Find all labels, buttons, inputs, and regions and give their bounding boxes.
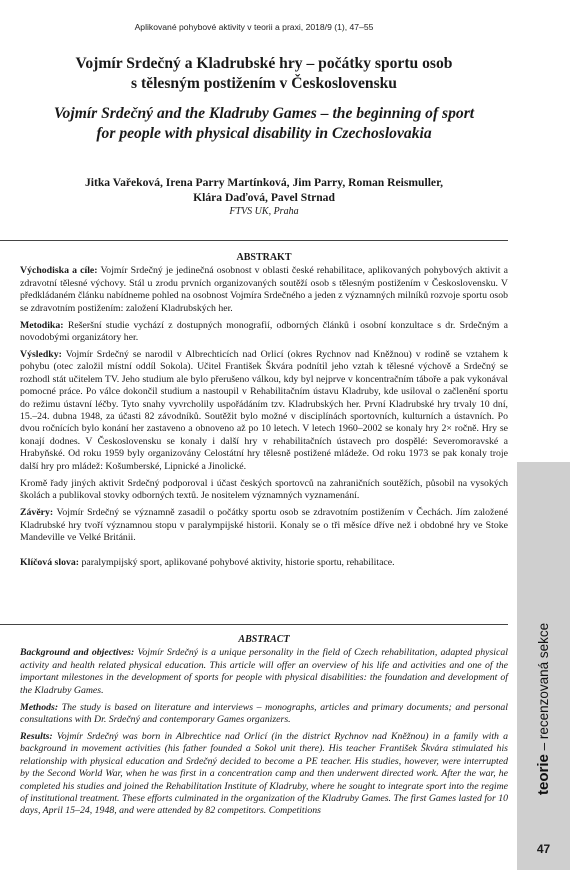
abstrakt-vychodiska: [20, 265, 508, 315]
abstrakt-krome: Kromě řady jiných aktivit Srdečný podporoval i účast českých sportovců na zahraničních soutěžích, působil na vysokých školách a publikoval stovky odborných textů. Je nositelem významných vyznamenání.: [20, 477, 508, 502]
zavery-label: Závěry:: [20, 507, 54, 519]
abstrakt-vysledky: [20, 349, 508, 473]
methods-text: The study is based on literature and interviews – monographs, articles and primary documents; and personal consultations with Dr. Srdečný and contemporary Games organizers.: [20, 701, 508, 726]
keywords-label: Klíčová slova:: [20, 557, 80, 569]
abstrakt-keywords: [20, 557, 508, 569]
background-text: Vojmír Srdečný is a unique personality in the field of Czech rehabilitation, adapted physical activity and health related physical education. This article will offer an overview of his life and activities and one of the important milestones in the development of sports for people with physical disabilities: the foundation and development of the Kladruby Games.: [20, 647, 508, 696]
title-czech-line-2: s tělesným postižením v Československu: [131, 75, 397, 92]
title-english-line-2: for people with physical disability in Czechoslovakia: [96, 125, 432, 142]
results-text: Vojmír Srdečný was born in Albrechtice nad Orlicí (in the district Rychnov nad Kněžnou) in a family with a background in movement activities (his father founded a Sokol unit there). His teacher František Škvára stimulated his relationship with physical education and Srdečný decided to become a PE teacher. His studies, however, were interrupted by the Second World War, when he was first in a concentration camp and then underwent directed work. After the war, he completed his studies and joined the Rehabilitation Institute of Kladruby, where he sought to integrate sport into the regime of institutional treatment. These efforts culminated in the organization of the Kladruby Games. The first Games lasted for 10 days, April 15–24, 1948, and were attended by 82 competitors. Competitions: [20, 731, 509, 817]
vysledky-text: Vojmír Srdečný se narodil v Albrechticích nad Orlicí (okres Rychnov nad Kněžnou) v rodině se vztahem k pohybu (otec založil místní oddíl Sokola). Učitel František Škvára podnítil jeho vztah k tělesné výchově a Srdečný se rozhodl stát učitelem TV. Jeho studium ale bylo přerušeno válkou, kdy byl nejprve v koncentračním táboře a pak vykonával pomocné práce. Po válce dokončil studium a nastoupil v Rehabilitačním ústavu Kladruby, kde usiloval o začlenění sportu do režimu ústavní léčby. Tyto snahy vyvrcholily uspořádáním tzv. Kladrubských her. První Kladrubské hry trvaly 10 dní, 15.–24. dubna 1948, za účasti 82 závodníků. Soutěžit bylo možné v disciplínách sportovních, kulturních a ústavních. Po dvou ročnících bylo konání her zastaveno a obnoveno až po 10 letech. V letech 1960–2002 se konaly hry 2× ročně. Hry se konají dodnes. V Československu se konaly i další hry v rehabilitačních ústavech pro dospělé: Severomoravské a Hrabyňské. Od roku 1959 byly organizovány Celostátní hry tělesně postižené mládeže. Od roku 1973 se pak konaly troje další hry pro mládež: Košumberské, Lipnické a Jinolické.: [20, 349, 508, 472]
affiliation: FTVS UK, Praha: [229, 206, 299, 217]
metodika-label: Metodika:: [20, 319, 64, 331]
divider-middle: [0, 624, 508, 625]
title-english-line-1: Vojmír Srdečný and the Kladruby Games – the beginning of sport: [53, 105, 475, 122]
abstrakt-heading: ABSTRAKT: [236, 252, 292, 263]
section-label-strong: teorie: [535, 754, 552, 795]
abstract-results: [20, 731, 508, 818]
abstrakt-section: [20, 252, 508, 574]
abstract-methods: [20, 702, 508, 727]
title-czech: [20, 54, 508, 94]
abstract-heading: ABSTRACT: [238, 634, 290, 645]
divider-top: [0, 240, 508, 241]
metodika-text: Rešeršní studie vychází z dostupných monografií, odborných článků i osobní konzultace s dr. Srdečným a novodobými organizátory her.: [20, 319, 508, 344]
authors: [20, 175, 508, 205]
vychodiska-text: Vojmír Srdečný je jedinečná osobnost v oblasti české rehabilitace, aplikovaných pohybových aktivit a zdravotní tělesné výchovy. Stál u zrodu prvních organizovaných soutěží osob s tělesným postižením v Československu. V předkládaném článku nabídneme pohled na osobnost Vojmíra Srdečného a jeden z významných milníků rozvoje sportu osob se zdravotním postižením: založení Kladrubských her.: [20, 265, 508, 314]
abstrakt-metodika: [20, 320, 508, 345]
section-label-vertical: [527, 475, 561, 795]
running-head: Aplikované pohybové aktivity v teorii a praxi, 2018/9 (1), 47–55: [134, 22, 374, 32]
results-label: Results:: [20, 731, 53, 743]
title-english: [20, 104, 508, 144]
page-number: 47: [536, 842, 551, 856]
authors-line-2: Klára Daďová, Pavel Strnad: [193, 191, 335, 204]
vysledky-label: Výsledky:: [20, 349, 62, 361]
vychodiska-label: Východiska a cíle:: [20, 265, 98, 277]
methods-label: Methods:: [20, 701, 59, 713]
background-label: Background and objectives:: [20, 647, 135, 659]
keywords-text: paralympijský sport, aplikované pohybové aktivity, historie sportu, rehabilitace.: [79, 557, 395, 569]
abstract-english-section: [20, 634, 508, 822]
zavery-text: Vojmír Srdečný se významně zasadil o počátky sportu osob se zdravotním postižením v Čechách. Jím založené Kladrubské hry tvoří významnou stopu v paralympijské historii. Konaly se o tři měsíce dříve než i obdobné hry ve Stoke Mandeville ve Velké Británii.: [20, 507, 508, 543]
abstrakt-zavery: [20, 507, 508, 544]
section-label-dash: –: [536, 739, 551, 755]
section-label-rest: recenzovaná sekce: [536, 622, 551, 740]
authors-line-1: Jitka Vařeková, Irena Parry Martínková, Jim Parry, Roman Reismuller,: [84, 176, 444, 189]
title-czech-line-1: Vojmír Srdečný a Kladrubské hry – počátky sportu osob: [75, 55, 453, 72]
abstract-background: [20, 647, 508, 697]
